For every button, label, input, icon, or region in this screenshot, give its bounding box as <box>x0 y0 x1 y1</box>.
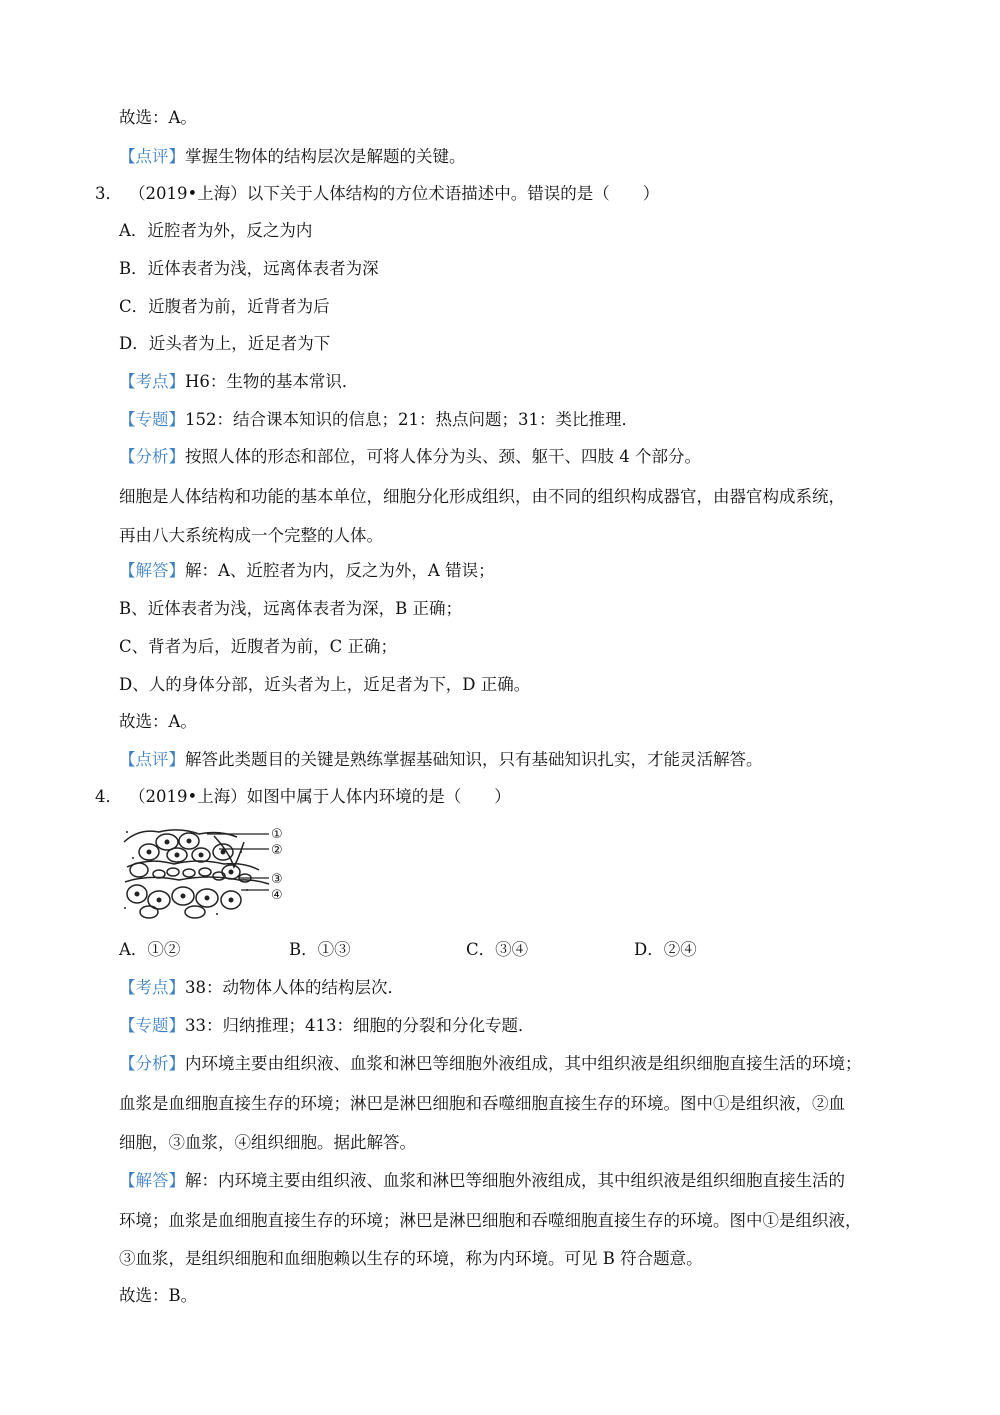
zhuanti-text: 152：结合课本知识的信息；21：热点问题；31：类比推理． <box>185 410 638 429</box>
q3-jieda <box>119 561 495 581</box>
kaodian-text: 38：动物体人体的结构层次． <box>185 978 404 997</box>
q3-option-c: C．近腹者为前，近背者为后 <box>119 297 330 316</box>
q3-option-b: B．近体表者为浅，远离体表者为深 <box>119 259 379 278</box>
q4-fenxi-line-3: 细胞，③血浆，④组织细胞。据此解答。 <box>119 1133 416 1152</box>
dianping-tag: 【点评】 <box>119 750 185 769</box>
q4-option-a: A．①② <box>119 940 181 959</box>
q3-kaodian <box>119 372 358 392</box>
review-text: 掌握生物体的结构层次是解题的关键。 <box>185 147 466 166</box>
q4-stem-text: （2019•上海）如图中属于人体内环境的是（ ） <box>129 787 511 806</box>
q4-zhuanti <box>119 1016 535 1036</box>
fenxi-tag: 【分析】 <box>119 1054 185 1073</box>
q4-jieda <box>119 1171 845 1191</box>
q3-answer: 故选：A。 <box>119 712 197 731</box>
q4-option-b: B．①③ <box>289 940 351 959</box>
q3-jieda-line-2: B、近体表者为浅，远离体表者为深，B 正确； <box>119 599 462 618</box>
tissue-diagram <box>119 822 294 920</box>
prev-review <box>119 147 466 167</box>
q4-jieda-line-2: 环境；血浆是血细胞直接生存的环境；淋巴是淋巴细胞和吞噬细胞直接生存的环境。图中①是组织液， <box>119 1211 862 1230</box>
q4-answer: 故选：B。 <box>119 1286 198 1305</box>
q4-fenxi-line-2: 血浆是血细胞直接生存的环境；淋巴是淋巴细胞和吞噬细胞直接生存的环境。图中①是组织液，②血 <box>119 1094 845 1113</box>
q3-fenxi-line-3: 再由八大系统构成一个完整的人体。 <box>119 526 383 545</box>
q4-kaodian <box>119 978 404 998</box>
q4-stem <box>95 787 511 807</box>
zhuanti-tag: 【专题】 <box>119 1016 185 1035</box>
zhuanti-text: 33：归纳推理；413：细胞的分裂和分化专题． <box>185 1016 535 1035</box>
q3-jieda-line-4: D、人的身体分部，近头者为上，近足者为下，D 正确。 <box>119 675 531 694</box>
q3-zhuanti <box>119 410 638 430</box>
q3-fenxi-line-2: 细胞是人体结构和功能的基本单位，细胞分化形成组织，由不同的组织构成器官，由器官构成系统， <box>119 487 845 506</box>
figure-label-4: ④ <box>271 888 283 903</box>
q3-stem <box>95 184 659 204</box>
kaodian-tag: 【考点】 <box>119 978 185 997</box>
q3-jieda-line-3: C、背者为后，近腹者为前，C 正确； <box>119 637 397 656</box>
q4-number: 4． <box>95 787 122 806</box>
jieda-line: 解：A、近腔者为内，反之为外，A 错误； <box>185 561 495 580</box>
q3-stem-text: （2019•上海）以下关于人体结构的方位术语描述中。错误的是（ ） <box>129 184 660 203</box>
jieda-line: 解：内环境主要由组织液、血浆和淋巴等细胞外液组成，其中组织液是组织细胞直接生活的 <box>185 1171 845 1190</box>
q4-jieda-line-3: ③血浆，是组织细胞和血细胞赖以生存的环境，称为内环境。可见 B 符合题意。 <box>119 1249 703 1268</box>
q3-option-a: A．近腔者为外，反之为内 <box>119 221 313 240</box>
fenxi-line: 按照人体的形态和部位，可将人体分为头、颈、躯干、四肢 4 个部分。 <box>185 447 701 466</box>
fenxi-line: 内环境主要由组织液、血浆和淋巴等细胞外液组成，其中组织液是组织细胞直接生活的环境； <box>185 1054 862 1073</box>
dianping-text: 解答此类题目的关键是熟练掌握基础知识，只有基础知识扎实，才能灵活解答。 <box>185 750 763 769</box>
jieda-tag: 【解答】 <box>119 561 185 580</box>
figure-label-1: ① <box>271 827 283 842</box>
kaodian-text: H6：生物的基本常识． <box>185 372 359 391</box>
q3-fenxi <box>119 447 701 467</box>
fenxi-tag: 【分析】 <box>119 447 185 466</box>
figure-label-3: ③ <box>271 872 283 887</box>
kaodian-tag: 【考点】 <box>119 372 185 391</box>
q3-number: 3． <box>95 184 122 203</box>
jieda-tag: 【解答】 <box>119 1171 185 1190</box>
zhuanti-tag: 【专题】 <box>119 410 185 429</box>
review-tag: 【点评】 <box>119 147 185 166</box>
q4-option-c: C．③④ <box>466 940 529 959</box>
q4-fenxi <box>119 1054 862 1074</box>
prev-answer: 故选：A。 <box>119 108 197 127</box>
q4-option-d: D．②④ <box>634 940 697 959</box>
q3-dianping <box>119 750 763 770</box>
figure-label-2: ② <box>271 843 283 858</box>
q3-option-d: D．近头者为上，近足者为下 <box>119 334 331 353</box>
